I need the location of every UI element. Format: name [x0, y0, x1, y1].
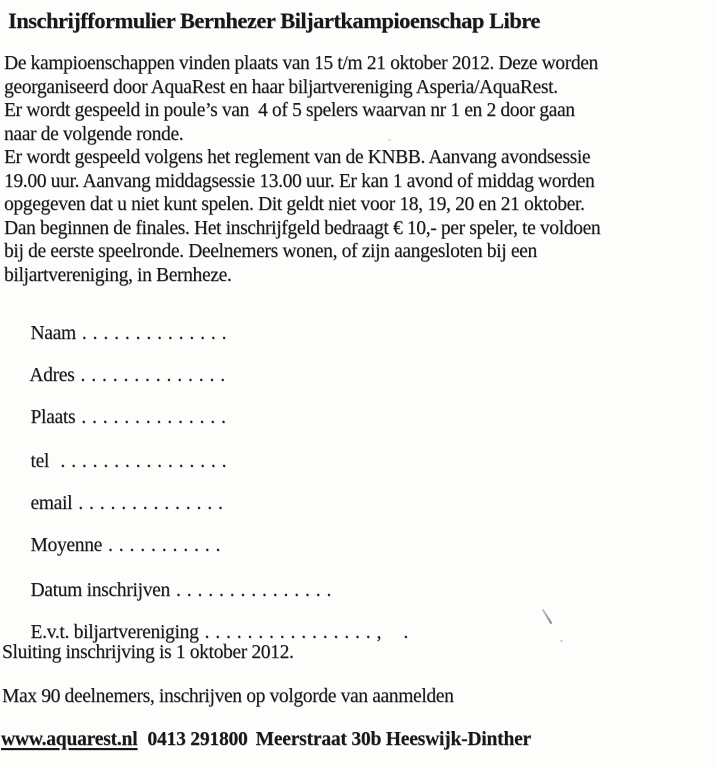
dotted-fill-line: . . . . . . . . . . . . . . . . , .: [204, 622, 409, 643]
closing-deadline-text: Sluiting inschrijving is 1 oktober 2012.: [2, 642, 294, 663]
intro-line: biljartvereniging, in Bernheze.: [4, 264, 232, 286]
intro-line: Er wordt gespeeld in poule’s van 4 of 5 spelers waarvan nr 1 en 2 door gaan: [4, 100, 575, 121]
dotted-fill-line: . . . . . . . . . . . . . .: [81, 323, 227, 344]
field-label: Plaats: [30, 407, 76, 428]
scan-speck: [388, 139, 391, 141]
page-title: Inschrijfformulier Bernhezer Biljartkampioenschap Libre: [8, 8, 540, 33]
dotted-fill-line: . . . . . . . . . . . . . .: [81, 407, 227, 428]
scan-stray-mark: [542, 609, 552, 624]
field-label: email: [30, 493, 73, 514]
intro-line: bij de eerste speelronde. Deelnemers wonen, of zijn aangesloten bij een: [4, 241, 537, 262]
intro-line: Er wordt gespeeld volgens het reglement van de KNBB. Aanvang avondsessie: [4, 147, 591, 168]
field-label: Datum inschrijven: [30, 580, 170, 601]
intro-line: opgegeven dat u niet kunt spelen. Dit geldt niet voor 18, 19, 20 en 21 oktober.: [4, 194, 585, 215]
dotted-fill-line: . . . . . . . . . . . . . .: [80, 365, 226, 386]
max-participants-text: Max 90 deelnemers, inschrijven op volgorde van aanmelden: [2, 686, 454, 707]
field-label: E.v.t. biljartvereniging: [30, 622, 199, 643]
phone-number: 0413 291800: [147, 729, 248, 750]
street-address: Meerstraat 30b Heeswijk-Dinther: [255, 729, 531, 750]
dotted-fill-line: . . . . . . . . . . . . . .: [78, 493, 224, 514]
field-label: Naam: [30, 323, 76, 344]
intro-line: georganiseerd door AquaRest en haar biljartvereniging Asperia/AquaRest.: [4, 76, 558, 98]
dotted-fill-line: . . . . . . . . . . .: [108, 535, 221, 556]
scan-speck: [560, 640, 563, 642]
intro-line: 19.00 uur. Aanvang middagsessie 13.00 uur. Er kan 1 avond of middag worden: [4, 170, 595, 192]
intro-line: De kampioenschappen vinden plaats van 15 t/m 21 oktober 2012. Deze worden: [4, 53, 598, 74]
dotted-fill-line: . . . . . . . . . . . . . . . .: [55, 451, 228, 472]
footer-contact-line: [1, 729, 531, 751]
field-label: Adres: [29, 365, 75, 386]
field-label: tel: [30, 451, 50, 472]
website-text: www.aquarest.nl: [1, 729, 138, 750]
field-label: Moyenne: [30, 535, 103, 556]
intro-line: naar de volgende ronde.: [4, 123, 184, 145]
dotted-fill-line: . . . . . . . . . . . . . . .: [175, 580, 332, 601]
intro-line: Dan beginnen de finales. Het inschrijfgeld bedraagt € 10,- per speler, te voldoen: [4, 217, 601, 239]
